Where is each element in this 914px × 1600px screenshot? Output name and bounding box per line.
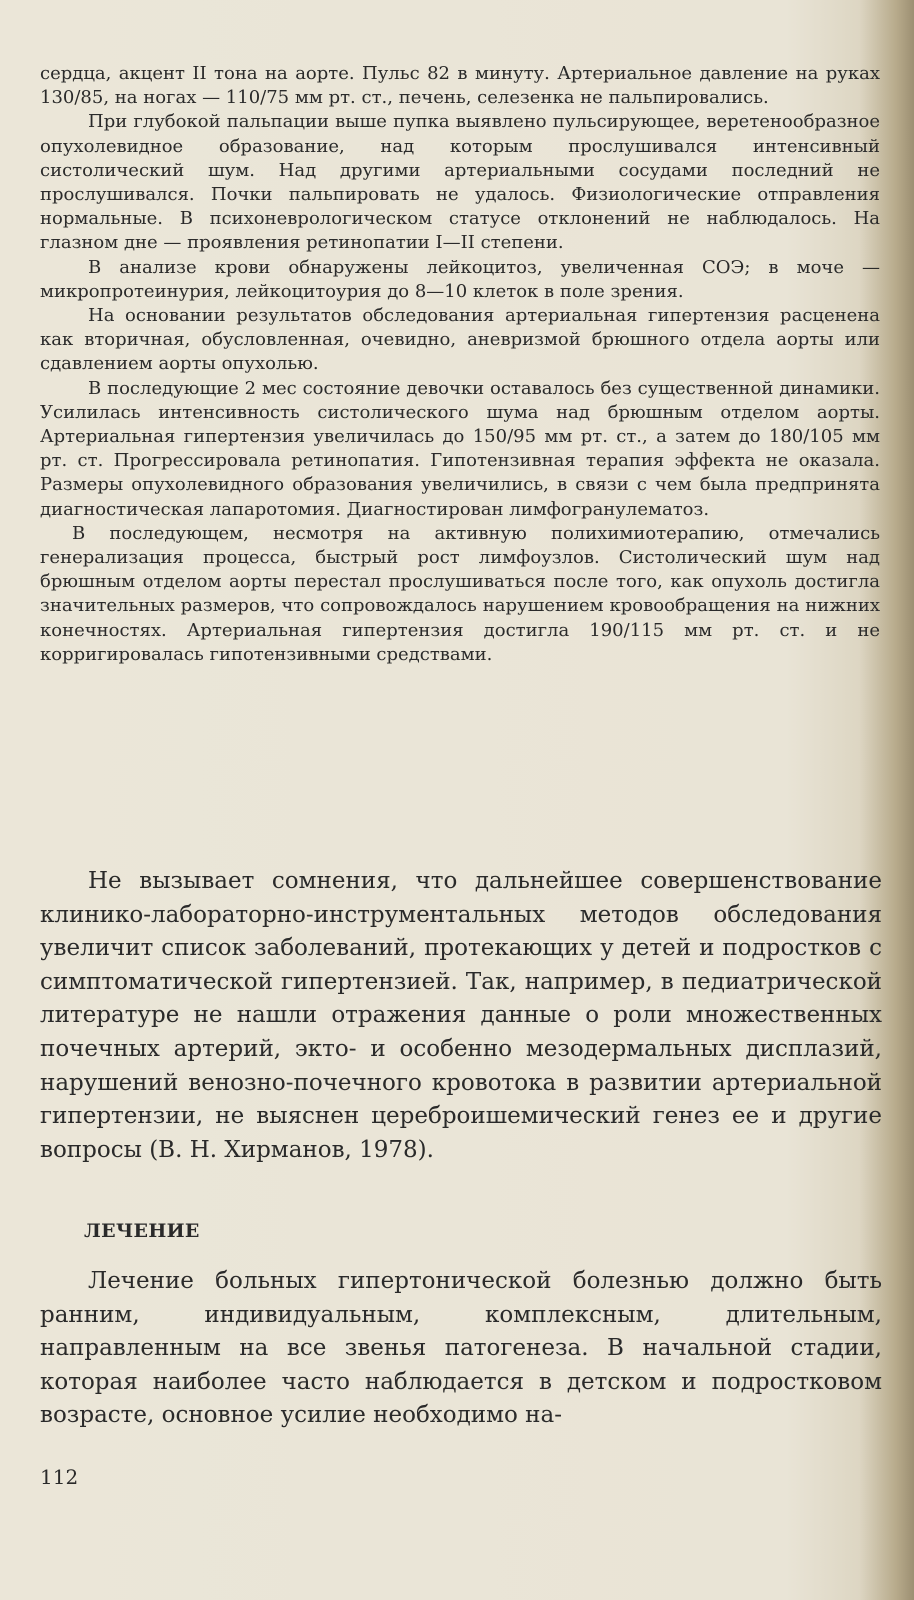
- treatment-text: [40, 1265, 882, 1433]
- paragraph-conclusion: Не вызывает сомнения, что дальнейшее совершенствование клинико-лабораторно-инструментальных методов обследования увеличит список заболеваний, протекающих у детей и подростков с симптоматической гипертензией. Так, например, в педиатрической литературе не нашли отражения данные о роли множественных почечных артерий, экто- и особенно мезодермальных дисплазий, нарушений венозно-почечного кровотока в развитии артериальной гипертензии, не выяснен цереброишемический генез ее и другие вопросы (В. Н. Хирманов, 1978).: [40, 868, 882, 1163]
- paragraph-exam: сердца, акцент II тона на аорте. Пульс 82 в минуту. Артериальное давление на руках 130/85, на ногах — 110/75 мм рт. ст., печень, селезенка не пальпировались.: [40, 63, 880, 109]
- section-heading: ЛЕЧЕНИЕ: [84, 1220, 200, 1242]
- paragraph-treatment: Лечение больных гипертонической болезнью должно быть ранним, индивидуальным, комплексным, длительным, направленным на все звенья патогенеза. В начальной стадии, которая наиболее часто наблюдается в детском и подростковом возрасте, основное усилие необходимо на-: [40, 1268, 882, 1429]
- page-number: 112: [40, 1465, 79, 1489]
- main-text: [40, 865, 882, 1167]
- paragraph-diagnosis: На основании результатов обследования артериальная гипертензия расценена как вторичная, обусловленная, очевидно, аневризмой брюшного отдела аорты или сдавлением аорты опухолью.: [40, 305, 880, 375]
- paragraph-progression: В последующие 2 мес состояние девочки оставалось без существенной динамики. Усилилась интенсивность систолического шума над брюшным отделом аорты. Артериальная гипертензия увеличилась до 150/95 мм рт. ст., а затем до 180/105 мм рт. ст. Прогрессировала ретинопатия. Гипотензивная терапия эффекта не оказала. Размеры опухолевидного образования увеличились, в связи с чем была предпринята диагностическая лапаротомия. Диагностирован лимфогранулематоз.: [40, 377, 880, 520]
- paragraph-outcome: В последующем, несмотря на активную полихимиотерапию, отмечались генерализация процесса, быстрый рост лимфоузлов. Систолический шум над брюшным отделом аорты перестал прослушиваться после того, как опухоль достигла значительных размеров, что сопровождалось нарушением кровообращения на нижних конечностях. Артериальная гипертензия достигла 190/115 мм рт. ст. и не корригировалась гипотензивными средствами.: [40, 522, 880, 665]
- paragraph-lab-results: В анализе крови обнаружены лейкоцитоз, увеличенная СОЭ; в моче — микропротеинурия, лейкоцитоурия до 8—10 клеток в поле зрения.: [40, 256, 880, 302]
- case-description: [40, 62, 880, 667]
- paragraph-palpation: При глубокой пальпации выше пупка выявлено пульсирующее, веретенообразное опухолевидное образование, над которым прослушивался интенсивный систолический шум. Над другими артериальными сосудами последний не прослушивался. Почки пальпировать не удалось. Физиологические отправления нормальные. В психоневрологическом статусе отклонений не наблюдалось. На глазном дне — проявления ретинопатии I—II степени.: [40, 111, 880, 254]
